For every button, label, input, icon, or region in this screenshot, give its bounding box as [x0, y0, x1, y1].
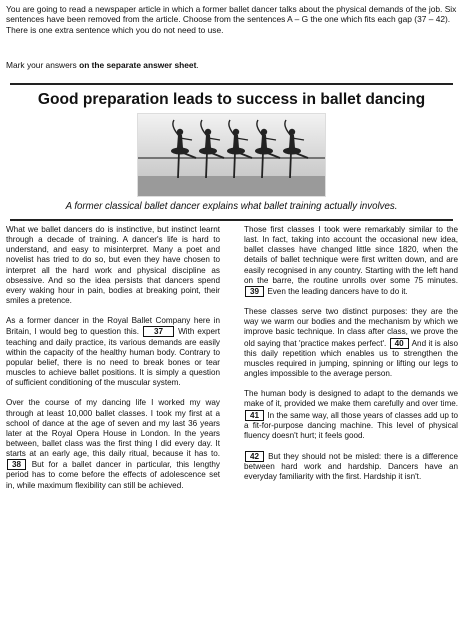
right-paragraph-4 [244, 451, 458, 482]
gap-40-box: 40 [390, 338, 409, 349]
right-p1-start: Those first classes I took were remarkably similar to the last. In fact, taking into account the occasional new idea, ballet classes have changed little since 1820, when the details of ballet technique were first written down, and are easily recognised in any country. Starting with the left hand on the barre, the routine unrolls over some 75 minutes. [244, 225, 458, 285]
article-right-column [244, 225, 458, 492]
right-p2-start: These classes serve two distinct purposes: they are the way we warm our bodies and the mechanism by which we improve basic technique. In class after class, we prove the old saying that 'practice makes perfect'. [244, 307, 458, 348]
right-p2-end: And it is also this daily repetition which enables us to strengthen the muscles required in jumping, spinning or lifting our legs to angles impossible to the average person. [244, 338, 459, 379]
left-paragraph-2 [6, 316, 220, 388]
right-paragraph-1 [244, 225, 458, 297]
right-p4-end: But they should not be misled: there is a difference between hard work and hardship. Dancers have an everyday familiarity with the first. Hardship it isn't. [244, 451, 458, 482]
mark-suffix: . [196, 60, 199, 70]
gap-38-box: 38 [7, 459, 26, 470]
left-p3-end: But for a ballet dancer in particular, this lengthy period has to come before the effects of adolescence set in, while maximum flexibility can still be achieved. [6, 460, 220, 490]
right-p1-end: Even the leading dancers have to do it. [267, 286, 408, 296]
gap-39-box: 39 [245, 286, 264, 297]
answer-sheet-note [6, 60, 199, 70]
instructions [6, 4, 457, 35]
left-paragraph-1: What we ballet dancers do is instinctive, but instinct learnt through a decade of training. A dancer's life is hard to understand, and easy to misinterpret. Many a poet and novelist has tried to do so, but even they have chosen to interpret all the hard work and physical discipline as obsessive. And so the idea persists that dancers spend every waking hour in pain, bodies at breaking point, their smiles a pretence. [6, 225, 220, 306]
article-title: Good preparation leads to success in ballet dancing [37, 91, 426, 108]
gap-37-box: 37 [143, 326, 174, 337]
bottom-divider [10, 219, 453, 221]
article-left-column [6, 225, 220, 501]
mark-bold: on the separate answer sheet [79, 60, 197, 70]
top-divider [10, 83, 453, 85]
right-paragraph-3 [244, 389, 458, 441]
ballet-dancers-photo [137, 113, 326, 197]
right-p3-start: The human body is designed to adapt to the demands we make of it, provided we make them carefully and over time. [244, 389, 458, 409]
mark-prefix: Mark your answers [6, 60, 80, 70]
left-paragraph-3 [6, 398, 220, 490]
ballet-dancers-image [138, 114, 325, 196]
gap-41-box: 41 [245, 410, 264, 421]
right-paragraph-2 [244, 307, 458, 379]
right-p3-end: In the same way, all those years of classes add up to a fit-for-purpose dancing machine. This level of physical fluency doesn't hurt; it feels good. [244, 410, 459, 440]
left-p3-start: Over the course of my dancing life I worked my way through at least 10,000 ballet classes. I took my first at a school of dance at the age of seven and my last 36 years later at the Royal Opera House in London. In the years between, ballet class was the first thing I did every day. It starts at an early age, this daily ritual, because it has to. [6, 398, 220, 459]
left-p2-end: With expert teaching and daily practice, its various demands are easily within the capacity of the healthy human body. Contrary to popular belief, there is no need to break bones or tear muscles to achieve ballet positions. It is simply a question of sufficient conditioning of the muscular system. [6, 327, 220, 388]
instructions-text: You are going to read a newspaper article in which a former ballet dancer talks about the physical demands of the job. Six sentences have been removed from the article. Choose from the sentences A – G the one which fits each gap (37 – 42). There is one extra sentence which you do not need to use. [6, 4, 457, 35]
left-p2-start: As a former dancer in the Royal Ballet Company here in Britain, I would beg to question this. [6, 316, 220, 337]
gap-42-box: 42 [245, 451, 264, 462]
article-subtitle: A former classical ballet dancer explains what ballet training actually involves. [65, 201, 398, 212]
